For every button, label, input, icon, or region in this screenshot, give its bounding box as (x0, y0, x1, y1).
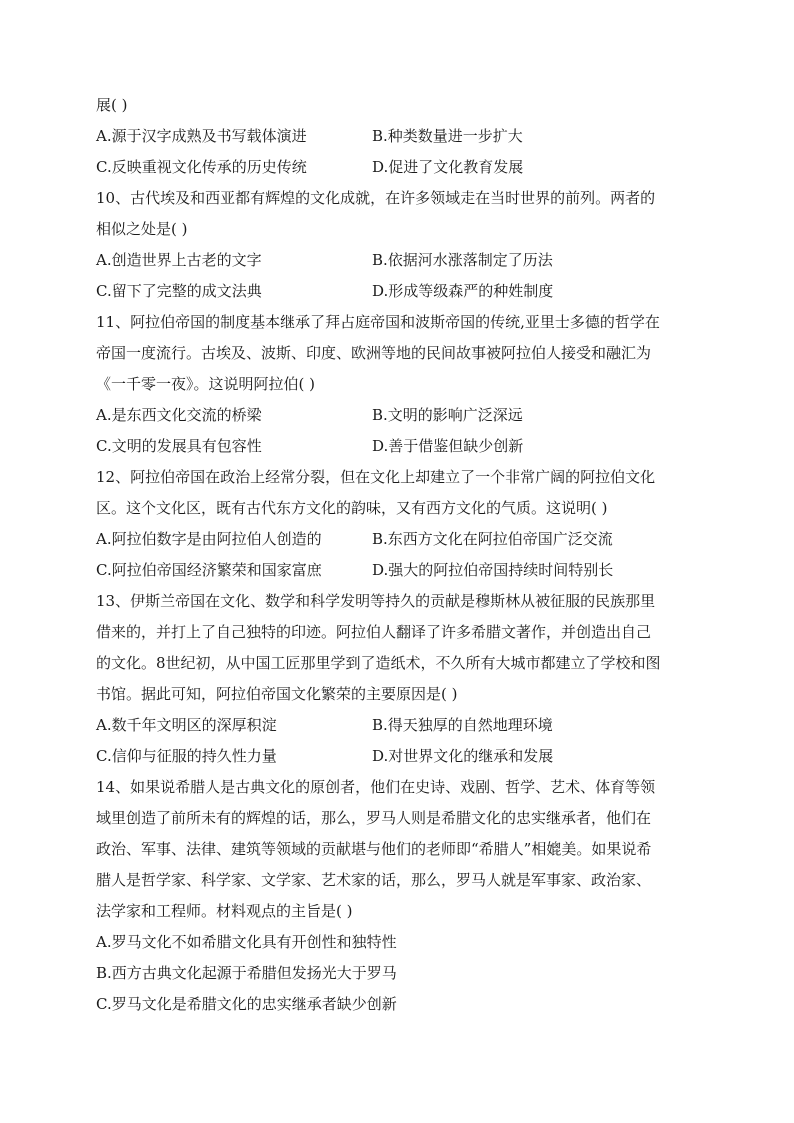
q11-options-row-1 (96, 400, 700, 431)
q12-option-d[interactable]: D.强大的阿拉伯帝国持续时间特别长 (372, 561, 614, 579)
q10-option-a[interactable]: A.创造世界上古老的文字 (96, 251, 262, 269)
q11-option-c[interactable]: C.文明的发展具有包容性 (96, 437, 262, 455)
q9-option-a[interactable]: A.源于汉字成熟及书写载体演进 (96, 127, 307, 145)
q10-stem-line-1: 10、古代埃及和西亚都有辉煌的文化成就，在许多领域走在当时世界的前列。两者的 (96, 189, 656, 207)
q10-options-row-2 (96, 276, 700, 307)
q14-stem-line-5: 法学家和工程师。材料观点的主旨是( ) (96, 902, 353, 920)
q12-stem-line-2: 区。这个文化区，既有古代东方文化的韵味，又有西方文化的气质。这说明( ) (96, 499, 608, 517)
q9-option-c[interactable]: C.反映重视文化传承的历史传统 (96, 158, 307, 176)
q9-option-d[interactable]: D.促进了文化教育发展 (372, 158, 524, 176)
q9-stem-tail: 展( ) (96, 96, 128, 114)
q12-option-c[interactable]: C.阿拉伯帝国经济繁荣和国家富庶 (96, 561, 322, 579)
q13-option-c[interactable]: C.信仰与征服的持久性力量 (96, 747, 277, 765)
q9-options-row-2 (96, 152, 700, 183)
q14-option-c[interactable]: C.罗马文化是希腊文化的忠实继承者缺少创新 (96, 995, 397, 1013)
q14-option-a[interactable]: A.罗马文化不如希腊文化具有开创性和独特性 (96, 933, 397, 951)
q11-stem-line-3: 《一千零一夜》。这说明阿拉伯( ) (96, 375, 315, 393)
q10-option-d[interactable]: D.形成等级森严的种姓制度 (372, 282, 554, 300)
q9-option-b[interactable]: B.种类数量进一步扩大 (372, 127, 523, 145)
q13-options-row-1 (96, 710, 700, 741)
q11-stem-line-1: 11、阿拉伯帝国的制度基本继承了拜占庭帝国和波斯帝国的传统,亚里士多德的哲学在 (96, 313, 660, 331)
q14-stem-line-1: 14、如果说希腊人是古典文化的原创者，他们在史诗、戏剧、哲学、艺术、体育等领 (96, 778, 656, 796)
q11-option-b[interactable]: B.文明的影响广泛深远 (372, 406, 523, 424)
q12-option-b[interactable]: B.东西方文化在阿拉伯帝国广泛交流 (372, 530, 613, 548)
q12-options-row-1 (96, 524, 700, 555)
q14-option-b[interactable]: B.西方古典文化起源于希腊但发扬光大于罗马 (96, 964, 397, 982)
question-content (96, 90, 700, 1020)
q10-options-row-1 (96, 245, 700, 276)
q9-options-row-1 (96, 121, 700, 152)
q13-stem-line-4: 书馆。据此可知，阿拉伯帝国文化繁荣的主要原因是( ) (96, 685, 458, 703)
q11-option-a[interactable]: A.是东西文化交流的桥梁 (96, 406, 262, 424)
q10-option-b[interactable]: B.依据河水涨落制定了历法 (372, 251, 553, 269)
q13-option-a[interactable]: A.数千年文明区的深厚积淀 (96, 716, 277, 734)
q13-stem-line-2: 借来的，并打上了自己独特的印迹。阿拉伯人翻译了许多希腊文著作，并创造出自己 (96, 623, 652, 641)
q12-stem-line-1: 12、阿拉伯帝国在政治上经常分裂，但在文化上却建立了一个非常广阔的阿拉伯文化 (96, 468, 656, 486)
q14-stem-line-4: 腊人是哲学家、科学家、文学家、艺术家的话，那么，罗马人就是军事家、政治家、 (96, 871, 652, 889)
q14-stem-line-3: 政治、军事、法律、建筑等领域的贡献堪与他们的老师即“希腊人”相媲美。如果说希 (96, 840, 652, 858)
q13-stem-line-3: 的文化。8世纪初，从中国工匠那里学到了造纸术，不久所有大城市都建立了学校和图 (96, 654, 661, 672)
q12-options-row-2 (96, 555, 700, 586)
q12-option-a[interactable]: A.阿拉伯数字是由阿拉伯人创造的 (96, 530, 322, 548)
q10-stem-line-2: 相似之处是( ) (96, 220, 188, 238)
q11-options-row-2 (96, 431, 700, 462)
q13-options-row-2 (96, 741, 700, 772)
q13-option-b[interactable]: B.得天独厚的自然地理环境 (372, 716, 553, 734)
q13-stem-line-1: 13、伊斯兰帝国在文化、数学和科学发明等持久的贡献是穆斯林从被征服的民族那里 (96, 592, 656, 610)
q10-option-c[interactable]: C.留下了完整的成文法典 (96, 282, 262, 300)
q11-option-d[interactable]: D.善于借鉴但缺少创新 (372, 437, 524, 455)
q13-option-d[interactable]: D.对世界文化的继承和发展 (372, 747, 554, 765)
q14-stem-line-2: 域里创造了前所未有的辉煌的话，那么，罗马人则是希腊文化的忠实继承者，他们在 (96, 809, 652, 827)
q11-stem-line-2: 帝国一度流行。古埃及、波斯、印度、欧洲等地的民间故事被阿拉伯人接受和融汇为 (96, 344, 652, 362)
